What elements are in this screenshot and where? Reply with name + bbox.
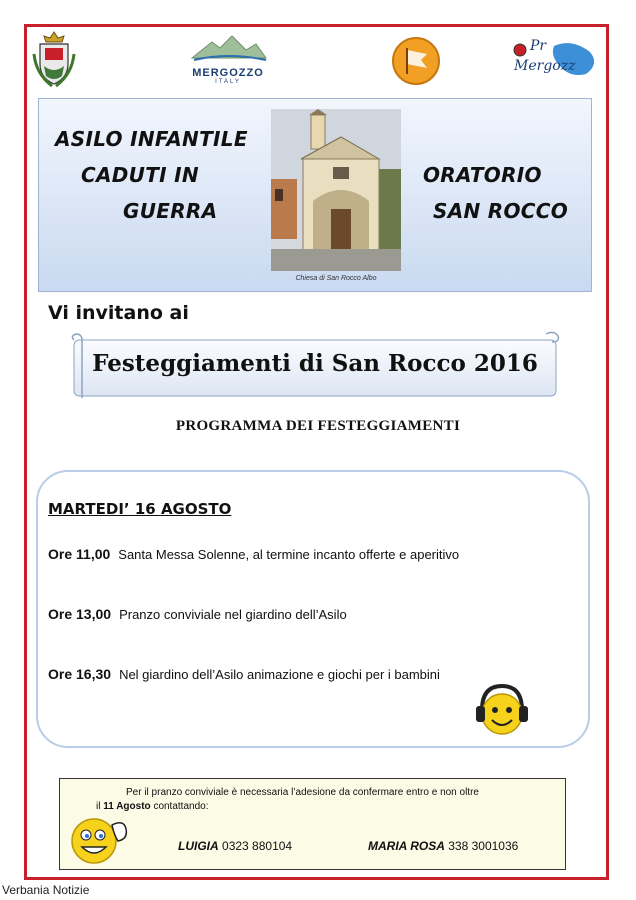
header-banner	[38, 98, 592, 292]
reservation-note	[59, 778, 566, 870]
contact-phone: 338 3001036	[448, 839, 519, 853]
event-title: Festeggiamenti di San Rocco 2016	[92, 350, 538, 377]
program-item-text: Pranzo conviviale nel giardino dell’Asilo	[119, 607, 347, 622]
contact-maria-rosa	[368, 839, 518, 853]
note-line1: Per il pranzo conviviale è necessaria l’adesione da confermare entro e non oltre	[126, 787, 479, 798]
church-photo	[271, 109, 401, 271]
contact-luigia	[178, 839, 292, 853]
program-item-text: Santa Messa Solenne, al termine incanto offerte e aperitivo	[118, 547, 460, 562]
program-item-time: Ore 16,30	[48, 666, 112, 682]
header-left-line2: CADUTI IN	[81, 163, 199, 187]
pro-loco-mergozzo-logo	[510, 36, 600, 86]
note-deadline: 11 Agosto	[103, 801, 151, 812]
header-right-line2: SAN ROCCO	[433, 199, 569, 223]
contact-name: MARIA ROSA	[368, 839, 445, 853]
program-item-text: Nel giardino dell’Asilo animazione e giochi per i bambini	[119, 667, 440, 682]
invite-text: Vi invitano ai	[48, 302, 189, 324]
note-line2-prefix: il	[96, 801, 101, 812]
footer-source: Verbania Notizie	[2, 883, 90, 897]
bandiera-arancione-logo	[391, 36, 441, 91]
program-day: MARTEDI’ 16 AGOSTO	[48, 500, 232, 518]
logo-row	[24, 30, 609, 90]
header-left-line3: GUERRA	[123, 199, 218, 223]
event-title-banner	[70, 330, 560, 402]
mergozzo-logo-country: ITALY	[215, 79, 241, 85]
smiley-headphones-icon	[472, 680, 532, 740]
program-heading: PROGRAMMA DEI FESTEGGIAMENTI	[175, 418, 461, 434]
mergozzo-logo-name: MERGOZZO	[192, 67, 264, 79]
header-left-line1: ASILO INFANTILE	[55, 127, 248, 151]
header-right-line1: ORATORIO	[423, 163, 542, 187]
note-line2-suffix: contattando:	[153, 801, 209, 812]
program-item	[48, 606, 347, 622]
program-item-time: Ore 11,00	[48, 546, 111, 562]
program-item	[48, 666, 440, 682]
pro-loco-line2: Mergozz	[514, 58, 576, 74]
orange-flag-icon	[391, 36, 441, 86]
comune-crest-icon	[32, 30, 76, 88]
pro-loco-line1: Pr	[530, 38, 547, 54]
contact-name: LUIGIA	[178, 839, 219, 853]
mountain-icon	[186, 30, 270, 64]
program-box	[36, 470, 590, 748]
photo-caption: Chiesa di San Rocco Albo	[295, 275, 377, 282]
contact-phone: 0323 880104	[222, 839, 293, 853]
mergozzo-logo	[186, 30, 270, 90]
smiley-phone-icon	[68, 811, 130, 867]
program-item	[48, 546, 459, 562]
program-item-time: Ore 13,00	[48, 606, 112, 622]
